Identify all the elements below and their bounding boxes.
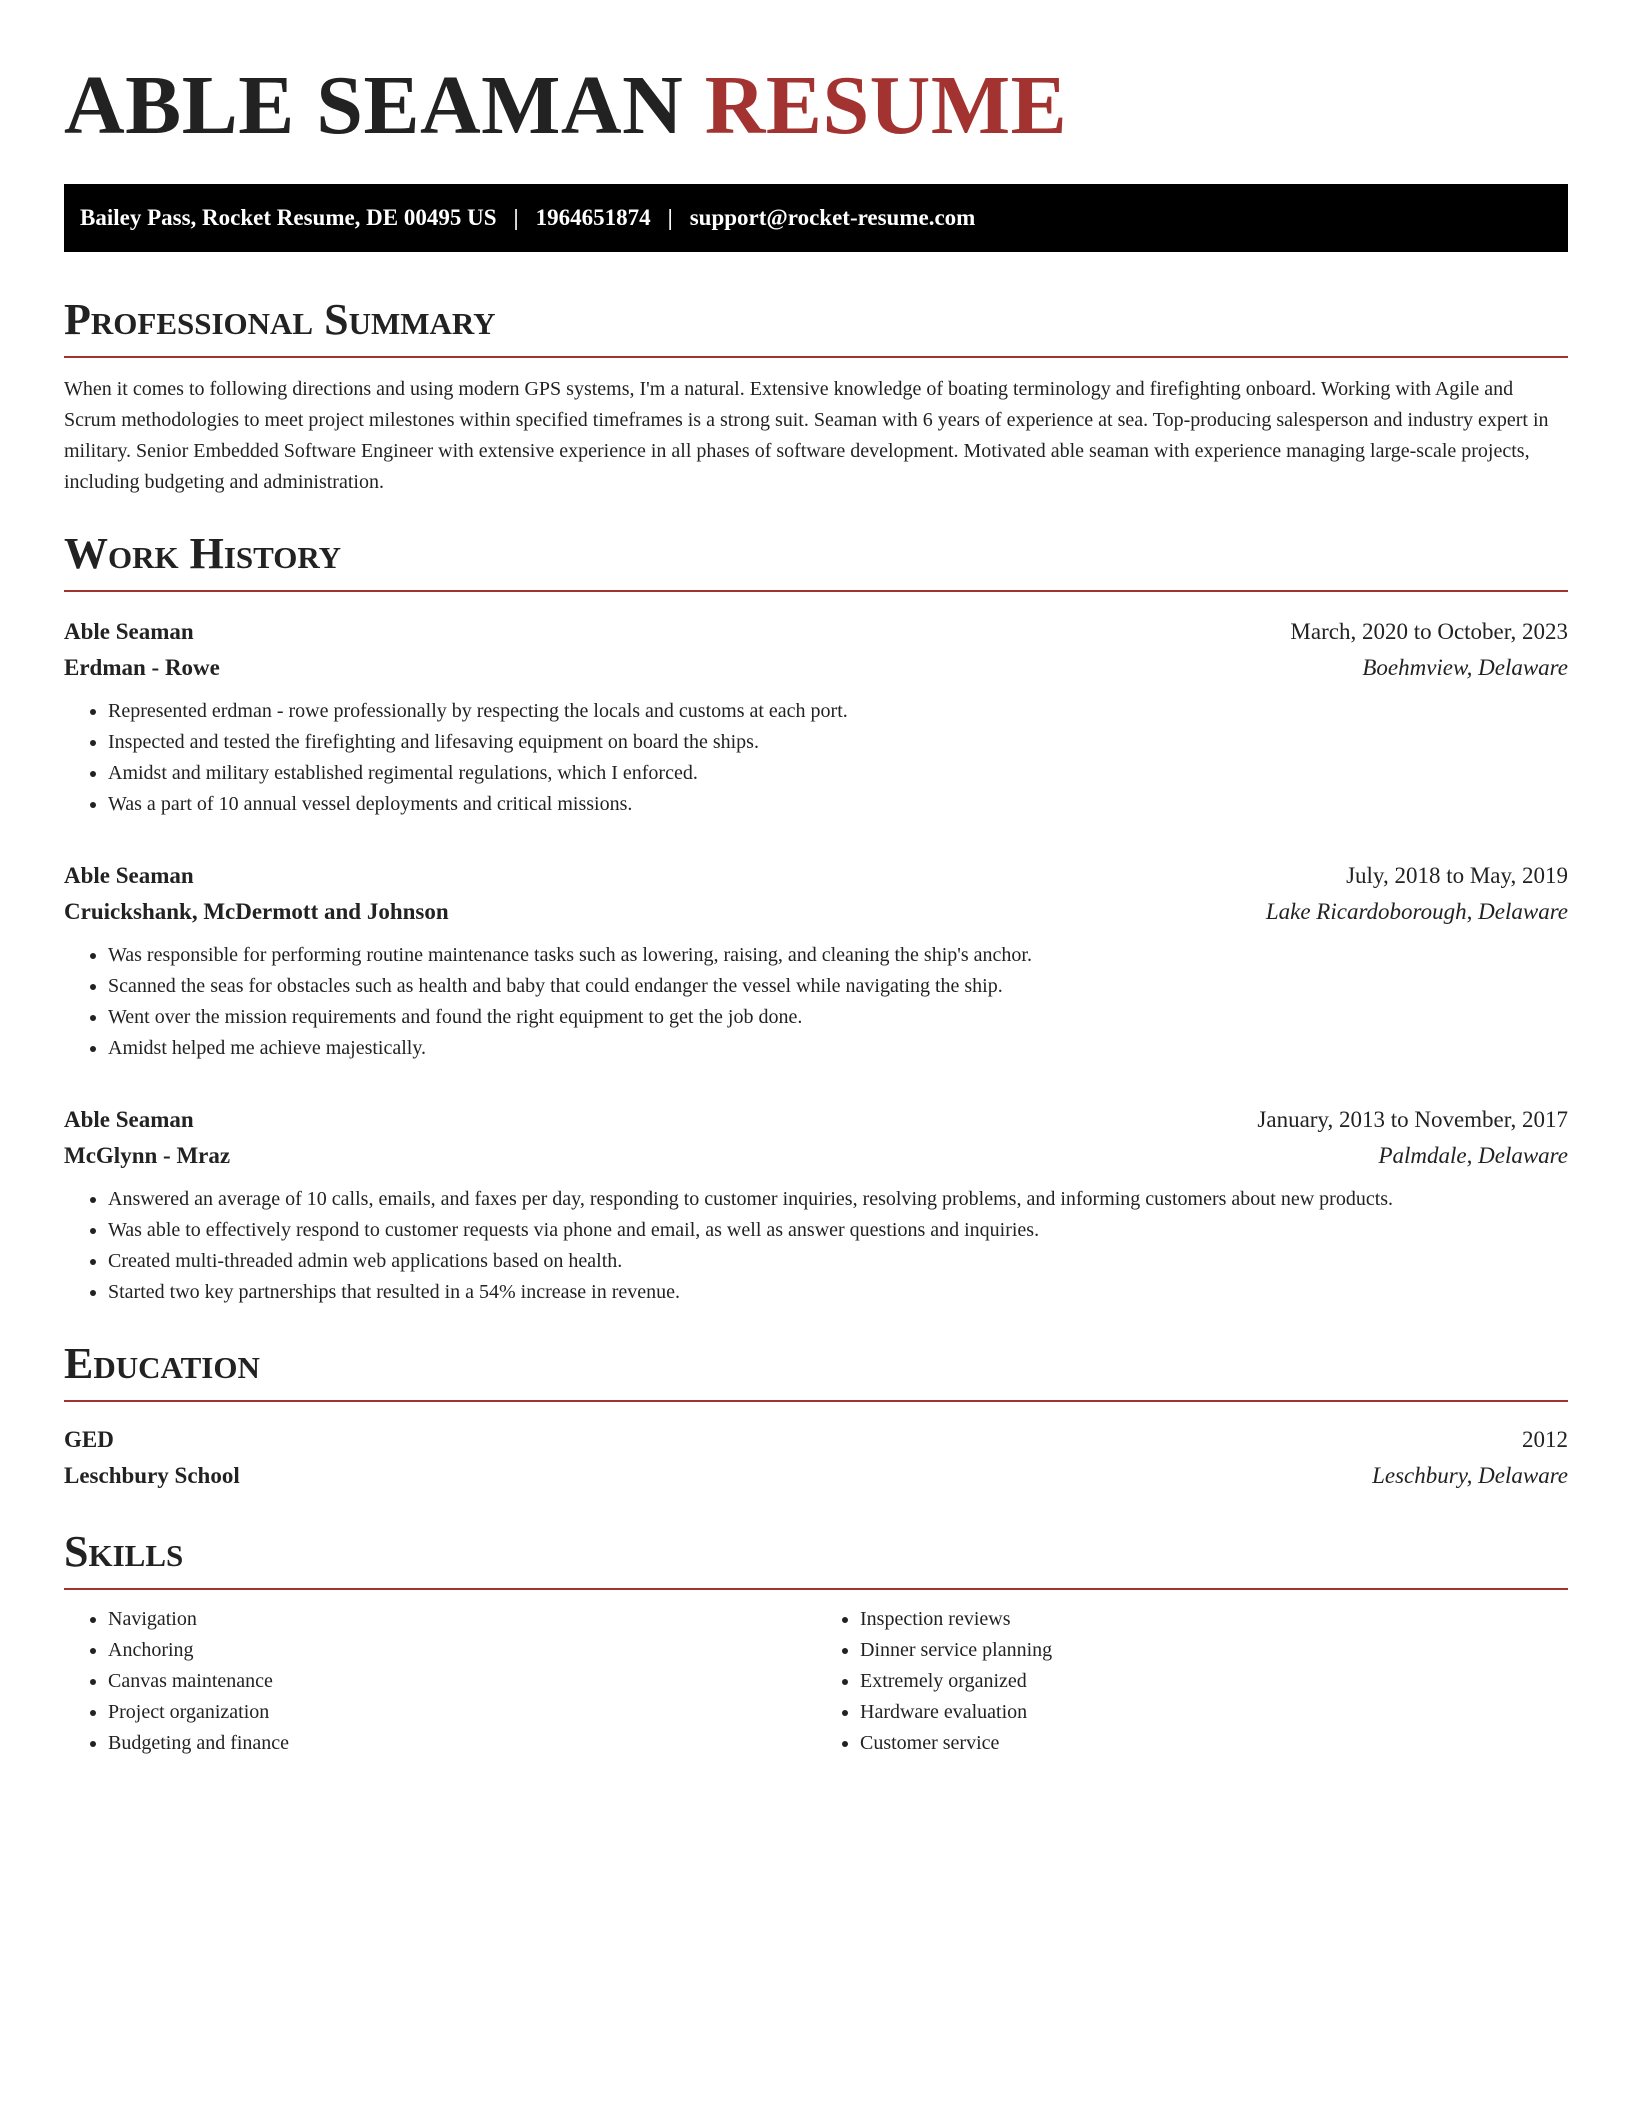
- contact-separator: |: [513, 205, 519, 230]
- contact-address: Bailey Pass, Rocket Resume, DE 00495 US: [80, 205, 497, 230]
- skill-item: • Hardware evaluation: [860, 1697, 1568, 1728]
- job-bullet: • Answered an average of 10 calls, emails, and faxes per day, responding to customer inquiries, resolving problems, and informing customers about new products.: [108, 1184, 1568, 1215]
- skill-item: • Extremely organized: [860, 1666, 1568, 1697]
- job-bullet: • Started two key partnerships that resulted in a 54% increase in revenue.: [108, 1277, 1568, 1308]
- job-bullet: • Went over the mission requirements and found the right equipment to get the job done.: [108, 1002, 1568, 1033]
- contact-bar: [64, 184, 1568, 252]
- job-bullet: • Was responsible for performing routine maintenance tasks such as lowering, raising, and cleaning the ship's anchor.: [108, 940, 1568, 971]
- job-entry: [64, 614, 1568, 820]
- job-bullet: • Represented erdman - rowe professionally by respecting the locals and customs at each port.: [108, 696, 1568, 727]
- education-degree-row: [64, 1422, 1568, 1458]
- job-header-row: [64, 614, 1568, 650]
- contact-phone: 1964651874: [535, 205, 651, 230]
- job-entry: [64, 858, 1568, 1064]
- job-bullets: [64, 1184, 1568, 1308]
- job-dates: July, 2018 to May, 2019: [1346, 863, 1568, 888]
- job-company-row: [64, 1138, 1568, 1174]
- job-company: Erdman - Rowe: [64, 655, 220, 680]
- job-bullet: • Created multi-threaded admin web applications based on health.: [108, 1246, 1568, 1277]
- education-school: Leschbury School: [64, 1463, 240, 1488]
- skill-item: • Customer service: [860, 1728, 1568, 1759]
- skill-item: • Inspection reviews: [860, 1604, 1568, 1635]
- skill-item: • Dinner service planning: [860, 1635, 1568, 1666]
- job-location: Lake Ricardoborough, Delaware: [1265, 899, 1568, 924]
- title-accent: RESUME: [704, 59, 1068, 152]
- title-main: ABLE SEAMAN: [64, 59, 684, 152]
- education-entry: [64, 1422, 1568, 1494]
- skills-heading: Skills: [64, 1530, 1568, 1590]
- education-degree: GED: [64, 1427, 114, 1452]
- job-bullet: • Was a part of 10 annual vessel deployments and critical missions.: [108, 789, 1568, 820]
- skills-column-left: [64, 1604, 816, 1759]
- education-heading: Education: [64, 1342, 1568, 1402]
- job-entry: [64, 1102, 1568, 1308]
- skill-item: • Project organization: [108, 1697, 816, 1728]
- job-company: McGlynn - Mraz: [64, 1143, 231, 1168]
- skills-column-right: [816, 1604, 1568, 1759]
- education-school-row: [64, 1458, 1568, 1494]
- skill-item: • Canvas maintenance: [108, 1666, 816, 1697]
- job-company-row: [64, 894, 1568, 930]
- job-bullets: [64, 940, 1568, 1064]
- work-history-heading: Work History: [64, 532, 1568, 592]
- job-location: Palmdale, Delaware: [1378, 1143, 1568, 1168]
- job-bullet: • Scanned the seas for obstacles such as health and baby that could endanger the vessel while navigating the ship.: [108, 971, 1568, 1002]
- summary-heading: Professional Summary: [64, 298, 1568, 358]
- skill-item: • Navigation: [108, 1604, 816, 1635]
- job-company-row: [64, 650, 1568, 686]
- job-title: Able Seaman: [64, 619, 194, 644]
- job-company: Cruickshank, McDermott and Johnson: [64, 899, 449, 924]
- summary-text: When it comes to following directions and using modern GPS systems, I'm a natural. Extensive knowledge of boating terminology and firefighting onboard. Working with Agile and Scrum methodologies to meet project milestones within specified timeframes is a strong suit. Seaman with 6 years of experience at sea. Top-producing salesperson and industry expert in military. Senior Embedded Software Engineer with extensive experience in all phases of software development. Motivated able seaman with experience managing large-scale projects, including budgeting and administration.: [64, 378, 1549, 493]
- job-bullet: • Was able to effectively respond to customer requests via phone and email, as well as answer questions and inquiries.: [108, 1215, 1568, 1246]
- contact-separator: |: [667, 205, 673, 230]
- job-location: Boehmview, Delaware: [1362, 655, 1568, 680]
- job-dates: March, 2020 to October, 2023: [1290, 619, 1568, 644]
- job-header-row: [64, 858, 1568, 894]
- job-bullet: • Amidst and military established regimental regulations, which I enforced.: [108, 758, 1568, 789]
- job-bullet: • Amidst helped me achieve majestically.: [108, 1033, 1568, 1064]
- job-title: Able Seaman: [64, 863, 194, 888]
- job-title: Able Seaman: [64, 1107, 194, 1132]
- job-bullets: [64, 696, 1568, 820]
- skill-item: • Anchoring: [108, 1635, 816, 1666]
- job-bullet: • Inspected and tested the firefighting and lifesaving equipment on board the ships.: [108, 727, 1568, 758]
- job-header-row: [64, 1102, 1568, 1138]
- contact-email: support@rocket-resume.com: [689, 205, 976, 230]
- education-year: 2012: [1522, 1427, 1568, 1452]
- resume-title: [64, 59, 1568, 152]
- skills-list: [64, 1604, 1568, 1759]
- job-dates: January, 2013 to November, 2017: [1257, 1107, 1568, 1132]
- skill-item: • Budgeting and finance: [108, 1728, 816, 1759]
- education-location: Leschbury, Delaware: [1372, 1463, 1568, 1488]
